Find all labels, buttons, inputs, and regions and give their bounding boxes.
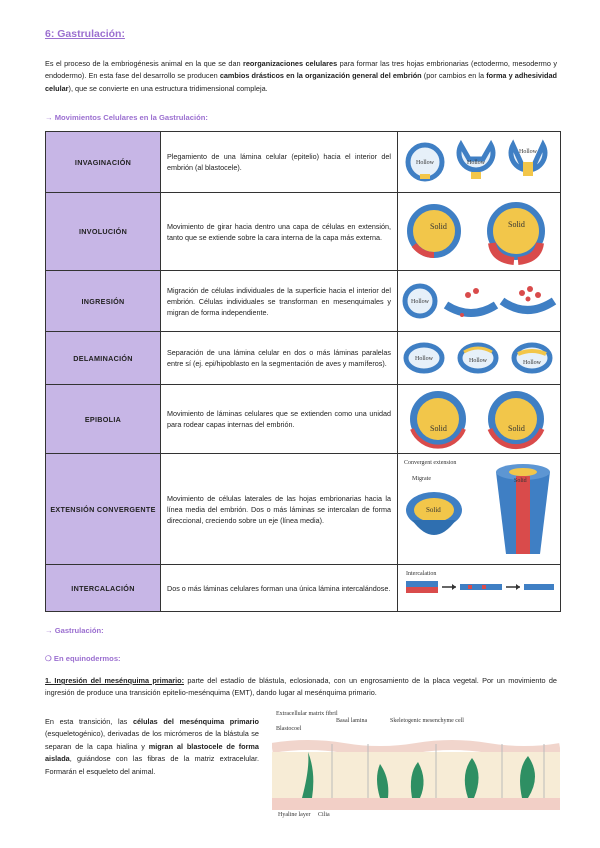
transition-text: (esqueletogénico), derivadas de los micrómeros de la blástula se separan de la capa hialina y (45, 729, 259, 751)
ingression-image (398, 271, 561, 332)
intro-bold: forma y adhesividad celular (45, 71, 557, 93)
svg-text:Hollow: Hollow (411, 299, 429, 305)
embryo-diagram (408, 145, 545, 179)
convergent-extension-image (398, 454, 561, 565)
table-row (46, 193, 561, 271)
epiboly-image (398, 385, 561, 454)
section-heading-movements: → Movimientos Celulares en la Gastrulación: (45, 113, 208, 122)
table-row (46, 132, 561, 193)
svg-text:Solid: Solid (430, 424, 447, 433)
svg-text:Blastocoel: Blastocoel (276, 726, 302, 732)
svg-text:Cilia: Cilia (318, 812, 330, 818)
svg-text:Solid: Solid (430, 222, 447, 231)
movement-desc: Dos o más láminas celulares forman una única lámina intercalándose. (161, 565, 398, 612)
intro-text: para formar las tres hojas embrionarias (ectodermo, mesodermo y endodermo). En esta fase del desarrollo se producen (45, 59, 558, 81)
embryo-diagram (405, 286, 554, 317)
involution-image (398, 193, 561, 271)
table-row (46, 271, 561, 332)
svg-text:Hollow: Hollow (415, 356, 433, 362)
table-row (46, 454, 561, 565)
page-title: 6: Gastrulación: (45, 28, 125, 40)
svg-text:Hyaline layer: Hyaline layer (278, 812, 311, 818)
invagination-image (398, 132, 561, 193)
svg-text:Extracellular matrix fibril: Extracellular matrix fibril (276, 711, 338, 717)
movement-name: INTERCALACIÓN (46, 565, 161, 612)
movement-name: EPIBOLIA (46, 385, 161, 454)
svg-text:Hollow: Hollow (469, 358, 487, 364)
table-row (46, 385, 561, 454)
delamination-image (398, 332, 561, 385)
svg-text:Solid: Solid (514, 478, 527, 484)
intro-text: Es el proceso de la embriogénesis animal en la que se dan (45, 59, 244, 68)
embryo-diagram (404, 460, 550, 554)
intro-text: ), que se convierte en una estructura tridimensional compleja. (68, 83, 268, 93)
movement-name: INGRESIÓN (46, 271, 161, 332)
movement-name: INVAGINACIÓN (46, 132, 161, 193)
mesenchyme-diagram (272, 708, 560, 820)
movement-name: DELAMINACIÓN (46, 332, 161, 385)
embryo-diagram (406, 571, 554, 593)
transition-paragraph (45, 716, 259, 778)
svg-text:Solid: Solid (508, 424, 525, 433)
movement-desc: Movimiento de células laterales de las hojas embrionarias hacia la línea media del embrión. Dos o más láminas se intercalan de forma direccional, creciendo sobre un eje (línea media). (161, 454, 398, 565)
svg-text:Basal lamina: Basal lamina (336, 718, 368, 724)
transition-text: En esta transición, las (45, 717, 133, 726)
ingression-paragraph (45, 675, 557, 700)
table-row (46, 565, 561, 612)
intercalation-image (398, 565, 561, 612)
svg-text:Skeletogenic mesenchyme cell: Skeletogenic mesenchyme cell (390, 718, 464, 724)
svg-text:Hollow: Hollow (467, 160, 485, 166)
movements-table (45, 131, 561, 612)
transition-bold: migran al blastocele de forma aislada (45, 741, 259, 764)
mesenchyme-figure (272, 708, 560, 820)
svg-text:Solid: Solid (508, 220, 525, 229)
movement-desc: Movimiento de girar hacia dentro una capa de células en extensión, tanto que se extiende sobre la cara interna de la capa más externa. (161, 193, 398, 271)
intro-bold: reorganizaciones celulares (243, 59, 338, 68)
intro-bold: cambios drásticos en la organización general del embrión (219, 71, 422, 81)
intro-paragraph (45, 58, 557, 95)
embryo-diagram (410, 391, 544, 447)
svg-text:Migrate: Migrate (412, 476, 431, 482)
ingression-heading: 1. Ingresión del mesénquima primario: (45, 676, 185, 685)
movement-desc: Separación de una lámina celular en dos o más láminas paralelas entre sí (ej. epi/hipoblasto en la segmentación de aves y mamíferos). (161, 332, 398, 385)
svg-text:Hollow: Hollow (523, 360, 541, 366)
embryo-diagram (406, 345, 550, 371)
embryo-diagram (410, 205, 542, 261)
section-heading-gastrulation: → Gastrulación: (45, 626, 104, 635)
transition-bold: células del mesénquima primario (132, 717, 259, 726)
svg-text:Intercalation: Intercalation (406, 571, 437, 577)
movement-desc: Migración de células individuales de la superficie hacia el interior del embrión. Células individuales se transforman en mesenquimales y migran de forma independiente. (161, 271, 398, 332)
transition-text: , guiándose con las fibras de la matriz extracelular. Formarán el esqueleto del animal. (45, 754, 259, 776)
movement-name: EXTENSIÓN CONVERGENTE (46, 454, 161, 565)
movement-desc: Movimiento de láminas celulares que se extienden como una unidad para rodear capas internas del embrión. (161, 385, 398, 454)
svg-text:Convergent extension: Convergent extension (404, 460, 457, 466)
movement-name: INVOLUCIÓN (46, 193, 161, 271)
movement-desc: Plegamiento de una lámina celular (epitelio) hacia el interior del embrión (al blastocele). (161, 132, 398, 193)
intro-text: (por cambios en la (421, 71, 487, 81)
svg-text:Solid: Solid (426, 506, 441, 514)
svg-text:Hollow: Hollow (519, 149, 537, 155)
svg-text:Hollow: Hollow (416, 160, 434, 166)
ingression-text: parte del estadío de blástula, eclosionada, con un engrosamiento de la placa vegetal. Por un movimiento de ingresión de produce una transición epitelio-mesénquima (EMT), dando lugar al mesénquima primario. (45, 676, 557, 698)
table-row (46, 332, 561, 385)
section-heading-echinoderms: ❍ En equinodermos: (45, 654, 121, 663)
